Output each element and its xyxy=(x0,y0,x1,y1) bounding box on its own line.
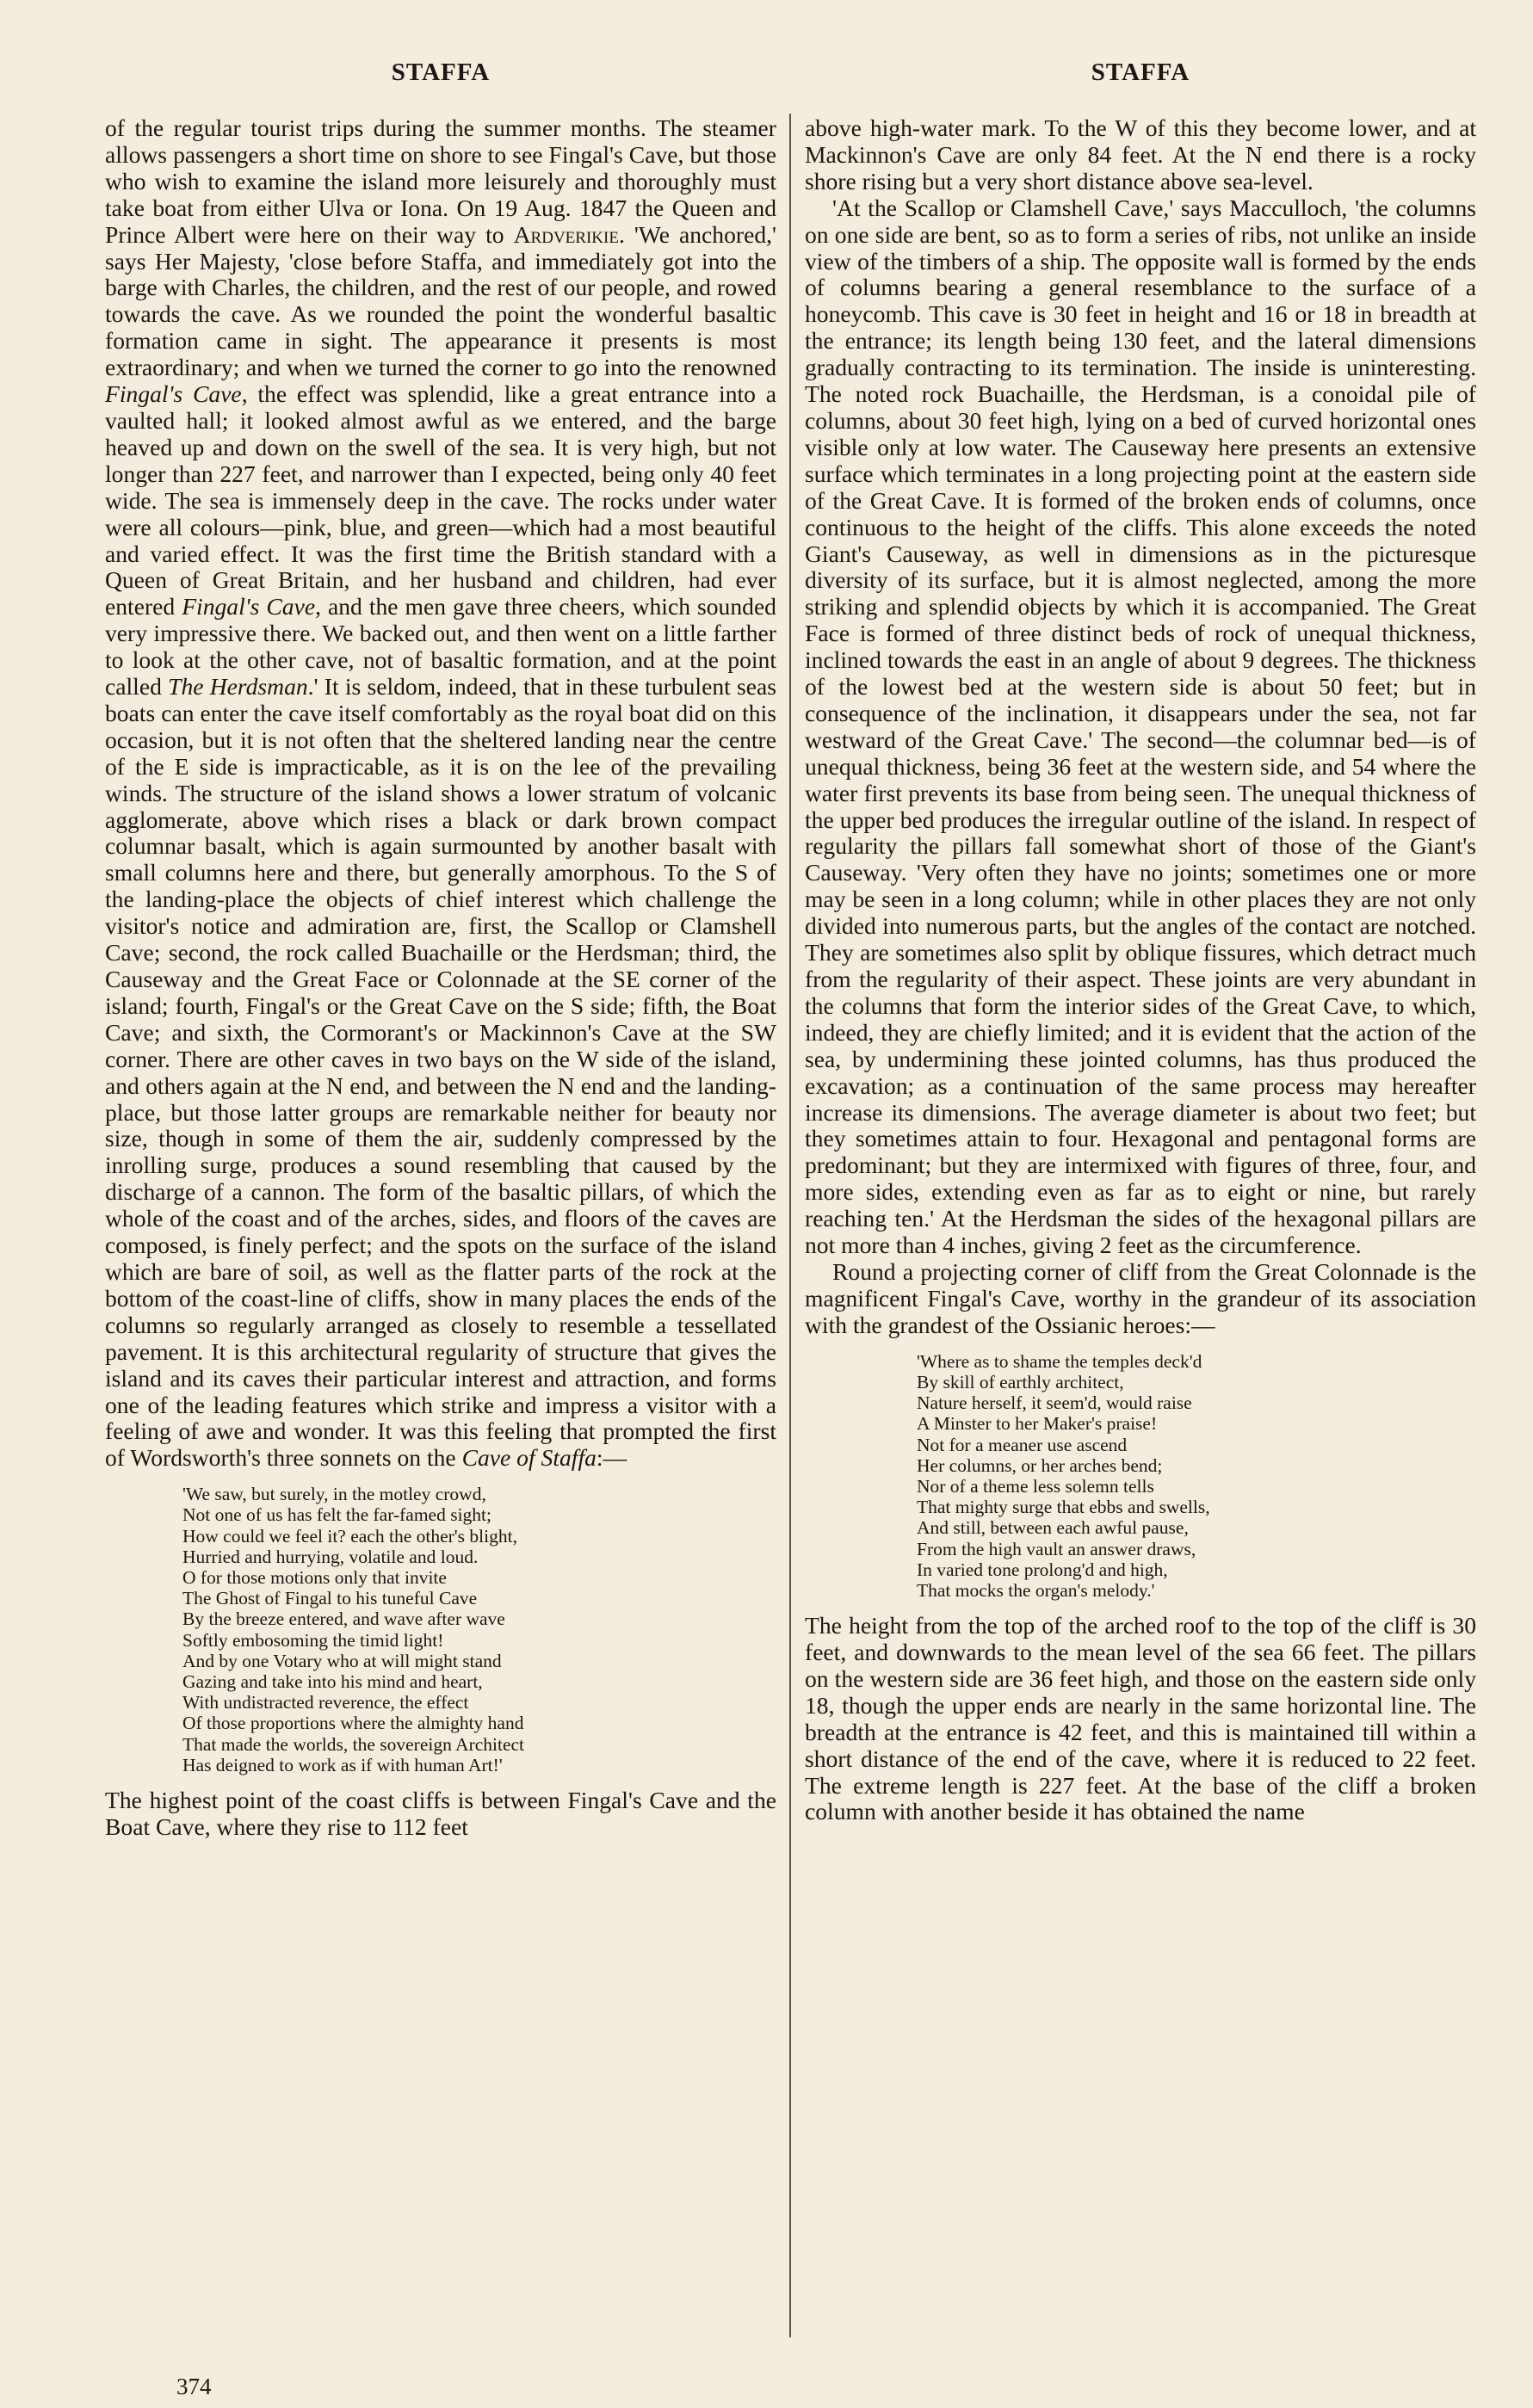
verse-line: Her columns, or her arches bend; xyxy=(917,1454,1163,1476)
verse-line: 'We saw, but surely, in the motley crowd, xyxy=(182,1484,486,1505)
right-paragraph: The height from the top of the arched roof to the top of the cliff is 30 feet, and downwards to the mean level of the sea 66 feet. The pillars on the western side are 36 feet high, and those on the eastern side only 18, though the upper ends are nearly in the same horizontal line. The breadth at the entrance is 42 feet, and this is maintained till within a short distance of the end of the cave, where it is reduced to 22 feet. The extreme length is 227 feet. At the base of the cliff a broken column with another beside it has obtained the name xyxy=(805,1612,1476,1825)
verse-line: How could we feel it? each the other's blight, xyxy=(182,1525,517,1547)
text-run: :— xyxy=(596,1444,627,1472)
column-divider xyxy=(789,114,791,2337)
running-header-left: STAFFA xyxy=(391,59,491,86)
verse-line: That made the worlds, the sovereign Architect xyxy=(182,1733,525,1755)
italic-title: The Herdsman xyxy=(168,673,308,701)
text-run: , and the men gave three cheers, which sounded very impressive there. We backed out, and then went on a little farther to look at the other cave, not of basaltic formation, and at the point called xyxy=(105,593,776,701)
text-run: , the effect was splendid, like a great entrance into a vaulted hall; it looked almost awful as we entered, and the barge heaved up and down on the swell of the sea. It is very high, but not longer than 227 feet, and narrower than I expected, being only 40 feet wide. The sea is immensely deep in the cave. The rocks under water were all colours—pink, blue, and green—which had a most beautiful and varied effect. It was the first time the British standard with a Queen of Great Britain, and her husband and children, had ever entered xyxy=(105,380,776,621)
verse-line: O for those motions only that invite xyxy=(182,1567,447,1589)
text-run: . 'We anchored,' says Her Majesty, 'close before Staffa, and immediately got into the barge with Charles, the children, and the rest of our people, and rowed towards the cave. As we rounded the point the wonderful basaltic formation came in sight. The appearance it presents is most extraordinary; and when we turned the corner to go into the renowned xyxy=(105,220,776,381)
italic-title: Fingal's Cave xyxy=(105,380,242,408)
verse-line: That mocks the organ's melody.' xyxy=(917,1579,1155,1601)
italic-title: Fingal's Cave xyxy=(182,593,316,621)
verse-line: With undistracted reverence, the effect xyxy=(182,1692,469,1713)
page-number: 374 xyxy=(176,2374,212,2399)
right-column xyxy=(805,115,1476,1825)
verse-line: A Minster to her Maker's praise! xyxy=(917,1413,1158,1435)
verse-line: From the high vault an answer draws, xyxy=(917,1538,1196,1559)
left-column xyxy=(105,115,776,1841)
left-paragraph: The highest point of the coast cliffs is between Fingal's Cave and the Boat Cave, where they rise to 112 feet xyxy=(105,1787,776,1840)
text-run: of the regular tourist trips during the summer months. The steamer allows passengers a short time on shore to see Fingal's Cave, but those who wish to examine the island more leisurely and thoroughly must take boat from either Ulva or Iona. On 19 Aug. 1847 the Queen and Prince Albert were here on their way to xyxy=(105,114,776,248)
verse-line: And by one Votary who at will might stand xyxy=(182,1650,502,1671)
verse-line: Nor of a theme less solemn tells xyxy=(917,1475,1154,1497)
italic-title: Cave of Staffa xyxy=(461,1444,597,1472)
text-run: .' It is seldom, indeed, that in these turbulent seas boats can enter the cave itself comfortably as the royal boat did on this occasion, but it is not often that the sheltered landing near the centre of the E side is impracticable, as it is on the lee of the prevailing winds. The structure of the island shows a lower stratum of volcanic agglomerate, above which rises a black or dark brown compact columnar basalt, which is again surmounted by another basalt with small columns here and there, but generally amorphous. To the S of the landing-place the objects of chief interest which challenge the visitor's notice and admiration are, first, the Scallop or Clamshell Cave; second, the rock called Buachaille or the Herdsman; third, the Causeway and the Great Face or Colonnade at the SE corner of the island; fourth, Fingal's or the Great Cave on the S side; fifth, the Boat Cave; and sixth, the Cormorant's or Mackinnon's Cave at the SW corner. There are other caves in two bays on the W side of the island, and others again at the N end, and between the N end and the landing-place, but those latter groups are remarkable neither for beauty nor size, though in some of them the air, suddenly compressed by the inrolling surge, produces a sound resembling that caused by the discharge of a cannon. The form of the basaltic pillars, of which the whole of the coast and of the arches, sides, and floors of the caves are composed, is finely perfect; and the spots on the surface of the island which are bare of soil, as well as the flatter parts of the rock at the bottom of the coast-line of cliffs, show in many places the ends of the columns so regularly arranged as closely to resemble a tessellated pavement. It is this architectural regularity of structure that gives the island and its caves their particular interest and attraction, and forms one of the leading features which strike and impress a visitor with a feeling of awe and wonder. It was this feeling that prompted the first of Wordsworth's three sonnets on the xyxy=(105,673,777,1472)
verse-line: Gazing and take into his mind and heart, xyxy=(182,1671,483,1693)
left-paragraph xyxy=(105,115,776,1472)
verse-line: In varied tone prolong'd and high, xyxy=(917,1559,1168,1580)
right-paragraph: 'At the Scallop or Clamshell Cave,' says Macculloch, 'the columns on one side are bent, so as to form a series of ribs, not unlike an inside view of the timbers of a ship. The opposite wall is formed by the ends of columns bearing a general resemblance to the surface of a honeycomb. This cave is 30 feet in height and 16 or 18 in breadth at the entrance; its length being 130 feet, and the lateral dimensions gradually contracting to its termination. The inside is uninteresting. The noted rock Buachaille, the Herdsman, is a conoidal pile of columns, about 30 feet high, lying on a bed of curved horizontal ones visible only at low water. The Causeway here presents an extensive surface which terminates in a long projecting point at the eastern side of the Great Cave. It is formed of the broken ends of columns, once continuous to the height of the cliffs. This alone exceeds the noted Giant's Causeway, as well in dimensions as in the picturesque diversity of its surface, but it is almost neglected, among the more striking and splendid objects by which it is accompanied. The Great Face is formed of three distinct beds of rock of unequal thickness, inclined towards the east in an angle of about 9 degrees. The thickness of the lowest bed at the western side is about 50 feet; but in consequence of the inclination, it disappears under the sea, not far westward of the Great Cave.' The second—the columnar bed—is of unequal thickness, being 36 feet at the western side, and 54 where the water first prevents its base from being seen. The unequal thickness of the upper bed produces the irregular outline of the island. In respect of regularity the pillars fall somewhat short of those of the Giant's Causeway. 'Very often they have no joints; sometimes one or more may be seen in a long column; while in other places they are not only divided into numerous parts, but the angles of the contact are notched. They are sometimes also split by oblique fissures, which detract much from the regularity of their aspect. These joints are very abundant in the columns that form the interior sides of the Great Cave, to which, indeed, they are chiefly limited; and it is evident that the action of the sea, by undermining these jointed columns, has thus produced the excavation; as a continuation of the same process may hereafter increase its dimensions. The average diameter is about two feet; but they sometimes attain to four. Hexagonal and pentagonal forms are predominant; but they are intermixed with figures of three, four, and more sides, extending even as far as to eight or nine, but rarely reaching ten.' At the Herdsman the sides of the hexagonal pillars are not more than 4 inches, giving 2 feet as the circumference. xyxy=(805,194,1476,1259)
scott-verse xyxy=(805,1351,1476,1601)
verse-line: Not one of us has felt the far-famed sight; xyxy=(182,1504,491,1526)
verse-line: By the breeze entered, and wave after wave xyxy=(182,1608,505,1630)
running-header-right: STAFFA xyxy=(1091,59,1190,86)
verse-line: Hurried and hurrying, volatile and loud. xyxy=(182,1546,479,1567)
verse-line: The Ghost of Fingal to his tuneful Cave xyxy=(182,1588,478,1609)
verse-line: That mighty surge that ebbs and swells, xyxy=(917,1497,1210,1518)
verse-line: And still, between each awful pause, xyxy=(917,1517,1189,1539)
wordsworth-sonnet xyxy=(105,1484,776,1775)
verse-line: Of those proportions where the almighty hand xyxy=(182,1713,524,1734)
verse-line: Not for a meaner use ascend xyxy=(917,1434,1128,1455)
verse-line: Nature herself, it seem'd, would raise xyxy=(917,1392,1192,1414)
verse-line: 'Where as to shame the temples deck'd xyxy=(917,1350,1202,1372)
right-paragraph: Round a projecting corner of cliff from the Great Colonnade is the magnificent Fingal's Cave, worthy in the grandeur of its association with the grandest of the Ossianic heroes:— xyxy=(805,1257,1476,1338)
right-paragraph: above high-water mark. To the W of this they become lower, and at Mackinnon's Cave are only 84 feet. At the N end there is a rocky shore rising but a very short distance above sea-level. xyxy=(805,114,1476,194)
small-caps-place-name: Ardverikie xyxy=(513,220,619,248)
verse-line: By skill of earthly architect, xyxy=(917,1371,1124,1392)
verse-line: Softly embosoming the timid light! xyxy=(182,1629,444,1651)
verse-line: Has deigned to work as if with human Art!' xyxy=(182,1754,503,1775)
